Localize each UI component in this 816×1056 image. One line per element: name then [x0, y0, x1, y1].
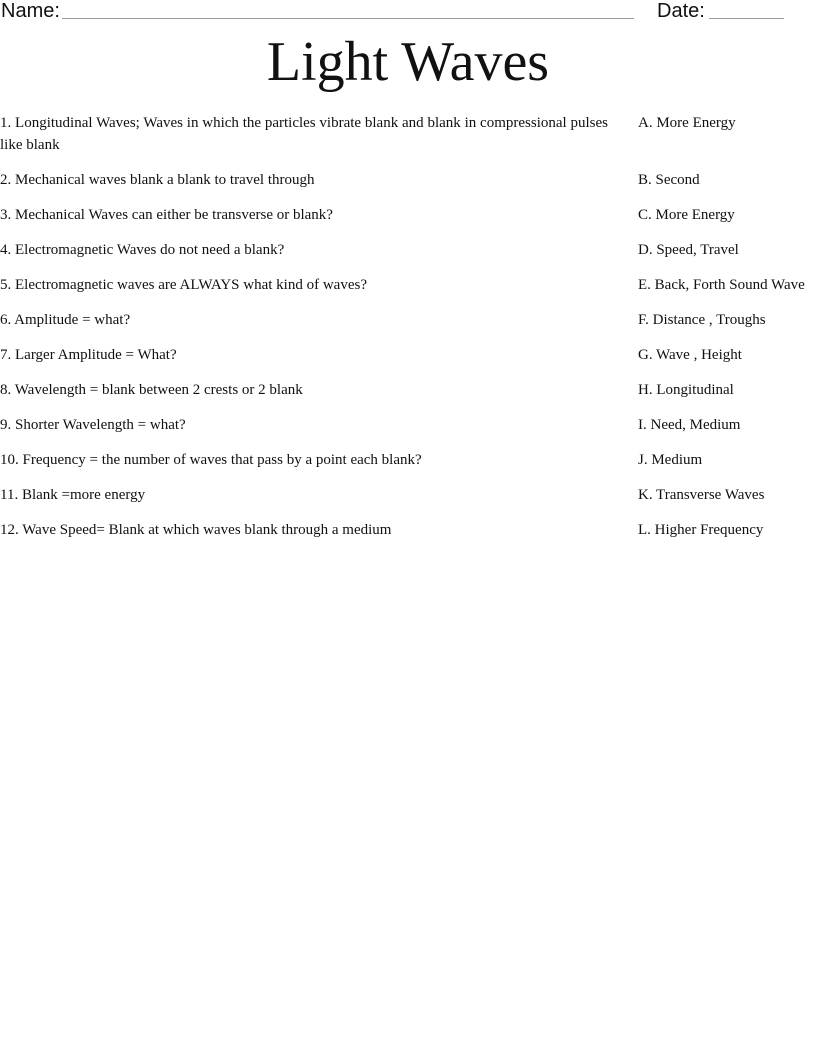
date-label: Date: — [657, 0, 705, 22]
answer-item: A. More Energy — [638, 115, 736, 131]
question-item: 11. Blank =more energy — [0, 487, 146, 503]
answer-item: F. Distance , Troughs — [638, 312, 766, 328]
question-item: 12. Wave Speed= Blank at which waves blank through a medium — [0, 522, 392, 538]
question-item: 3. Mechanical Waves can either be transverse or blank? — [0, 207, 333, 223]
answer-item: J. Medium — [638, 452, 703, 468]
name-field-line — [62, 18, 634, 19]
answer-item: B. Second — [638, 172, 700, 188]
answer-item: K. Transverse Waves — [638, 487, 765, 503]
question-item: 2. Mechanical waves blank a blank to travel through — [0, 172, 315, 188]
answer-item: G. Wave , Height — [638, 347, 742, 363]
answer-list — [638, 112, 816, 554]
page-title: Light Waves — [266, 31, 550, 93]
question-item: 1. Longitudinal Waves; Waves in which the particles vibrate blank and blank in compressional pulses like blank — [0, 115, 608, 153]
question-item: 10. Frequency = the number of waves that pass by a point each blank? — [0, 452, 422, 468]
question-list — [0, 112, 608, 554]
question-item: 6. Amplitude = what? — [0, 312, 131, 328]
question-item: 7. Larger Amplitude = What? — [0, 347, 177, 363]
answer-item: D. Speed, Travel — [638, 242, 739, 258]
worksheet-header — [0, 0, 816, 24]
answer-item: I. Need, Medium — [638, 417, 741, 433]
question-item: 4. Electromagnetic Waves do not need a blank? — [0, 242, 285, 258]
date-field-line — [709, 18, 784, 19]
answer-item: L. Higher Frequency — [638, 522, 764, 538]
question-item: 8. Wavelength = blank between 2 crests or 2 blank — [0, 382, 303, 398]
question-item: 5. Electromagnetic waves are ALWAYS what kind of waves? — [0, 277, 367, 293]
answer-item: E. Back, Forth Sound Wave — [638, 277, 805, 293]
answer-item: H. Longitudinal — [638, 382, 734, 398]
question-item: 9. Shorter Wavelength = what? — [0, 417, 186, 433]
name-label: Name: — [1, 0, 60, 22]
answer-item: C. More Energy — [638, 207, 735, 223]
